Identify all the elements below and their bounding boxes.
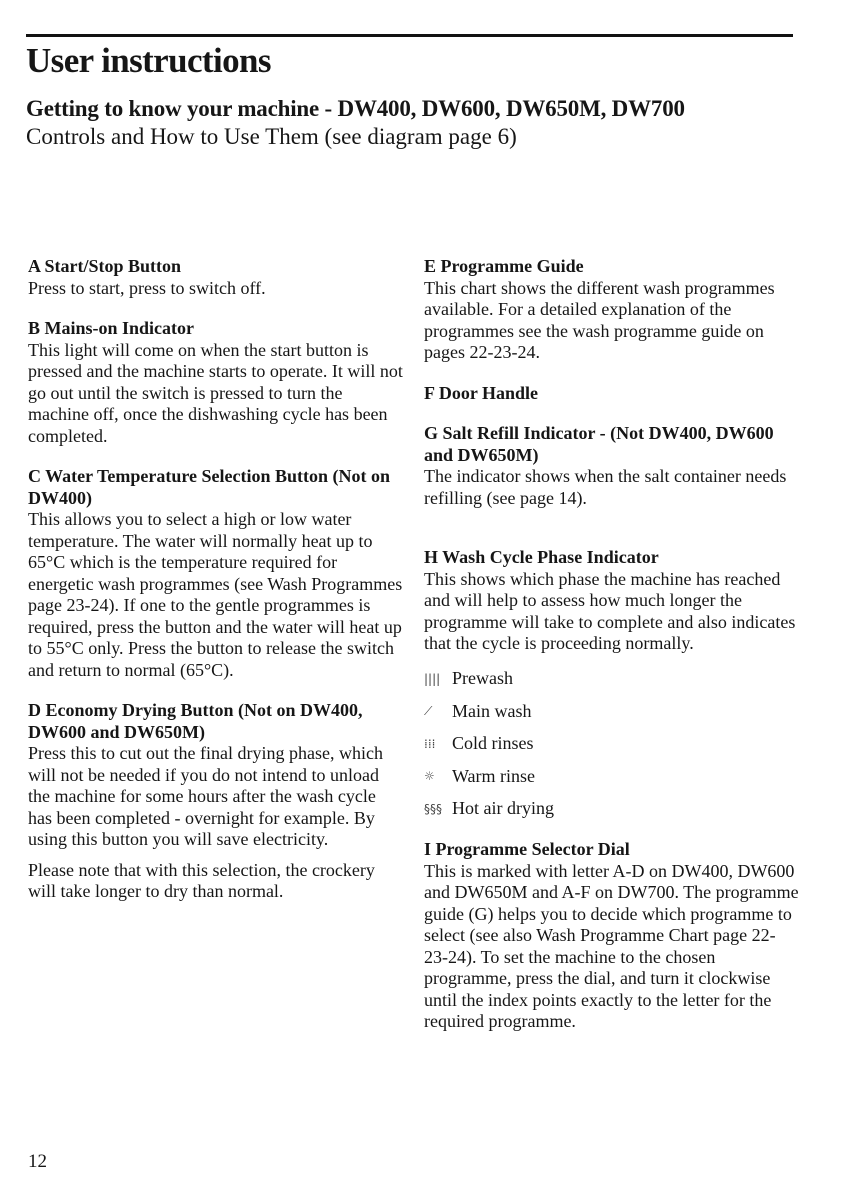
page-number: 12 (28, 1151, 47, 1172)
section-text: Press to start, press to switch off. (28, 277, 266, 298)
section-text: This shows which phase the machine has reached and will help to assess how much longer the programme will take to complete and also indicates that the cycle is proceeding normally. (424, 568, 796, 653)
left-column (28, 256, 403, 922)
phase-item (424, 695, 799, 728)
phase-item (424, 760, 799, 793)
section-start-stop-button (28, 256, 403, 299)
section-heading: F Door Handle (424, 382, 539, 403)
phase-item (424, 728, 799, 761)
section-door-handle (424, 383, 799, 405)
section-heading: H Wash Cycle Phase Indicator (424, 547, 659, 567)
warm-rinse-icon: ☼ (424, 769, 435, 784)
section-heading: G Salt Refill Indicator - (Not DW400, DW600 and DW650M) (424, 423, 774, 465)
section-salt-refill-indicator (424, 423, 799, 509)
section-subtitle: Getting to know your machine - DW400, DW600, DW650M, DW700 (26, 96, 685, 121)
phase-label: Warm rinse (452, 765, 536, 786)
section-programme-selector-dial (424, 839, 799, 1033)
right-column (424, 256, 799, 1052)
page-title: User instructions (26, 41, 271, 80)
section-text: Press this to cut out the final drying phase, which will not be needed if you do not intend to unload the machine for some hours after the wash cycle has been completed - overnight for example. By using this button you will save electricity. (28, 743, 383, 849)
section-economy-drying-button (28, 700, 403, 903)
section-text: This allows you to select a high or low water temperature. The water will normally heat up to 65°C which is the temperature required for energetic wash programmes (see Wash Programmes page 23-24). If one to the gentle programmes is required, press the button and the water will heat up to 55°C only. Press the button to release the switch and return to normal (65°C). (28, 509, 403, 680)
section-subline: Controls and How to Use Them (see diagram page 6) (26, 124, 517, 149)
cold-rinses-icon: ⁞⁞⁞ (424, 736, 436, 751)
section-heading: I Programme Selector Dial (424, 839, 630, 859)
section-heading: B Mains-on Indicator (28, 318, 195, 338)
section-text: This light will come on when the start button is pressed and the machine starts to operate. It will not go out until the switch is pressed to turn the machine off, once the dishwashing cycle has been completed. (28, 339, 403, 446)
section-water-temperature-button (28, 466, 403, 681)
section-heading: A Start/Stop Button (28, 256, 182, 276)
phase-label: Cold rinses (452, 733, 534, 753)
section-text: The indicator shows when the salt container needs refilling (see page 14). (424, 466, 787, 508)
phase-list (424, 663, 799, 826)
hot-air-drying-icon: §§§ (424, 801, 442, 816)
main-wash-icon: ⟋ (424, 704, 433, 719)
section-text: Please note that with this selection, the crockery will take longer to dry than normal. (28, 859, 375, 901)
section-heading: E Programme Guide (424, 256, 584, 276)
section-heading: D Economy Drying Button (Not on DW400, DW600 and DW650M) (28, 700, 363, 742)
phase-item (424, 663, 799, 696)
section-mains-on-indicator (28, 318, 403, 447)
phase-label: Prewash (452, 668, 513, 688)
phase-label: Main wash (452, 700, 532, 721)
phase-item (424, 793, 799, 826)
section-programme-guide (424, 256, 799, 364)
section-text: This is marked with letter A-D on DW400, DW600 and DW650M and A-F on DW700. The programme guide (G) helps you to decide which programme to select (see also Wash Programme Chart page 22-23-24). To set the machine to the chosen programme, press the dial, and turn it clockwise until the index points exactly to the letter for the required programme. (424, 860, 799, 1031)
section-heading: C Water Temperature Selection Button (Not on DW400) (28, 466, 390, 508)
section-wash-cycle-phase-indicator (424, 547, 799, 655)
section-text: This chart shows the different wash programmes available. For a detailed explanation of the programmes see the wash programme guide on pages 22-23-24. (424, 277, 775, 362)
header-rule (26, 34, 793, 37)
prewash-icon: |||| (424, 671, 441, 686)
phase-label: Hot air drying (452, 798, 554, 818)
